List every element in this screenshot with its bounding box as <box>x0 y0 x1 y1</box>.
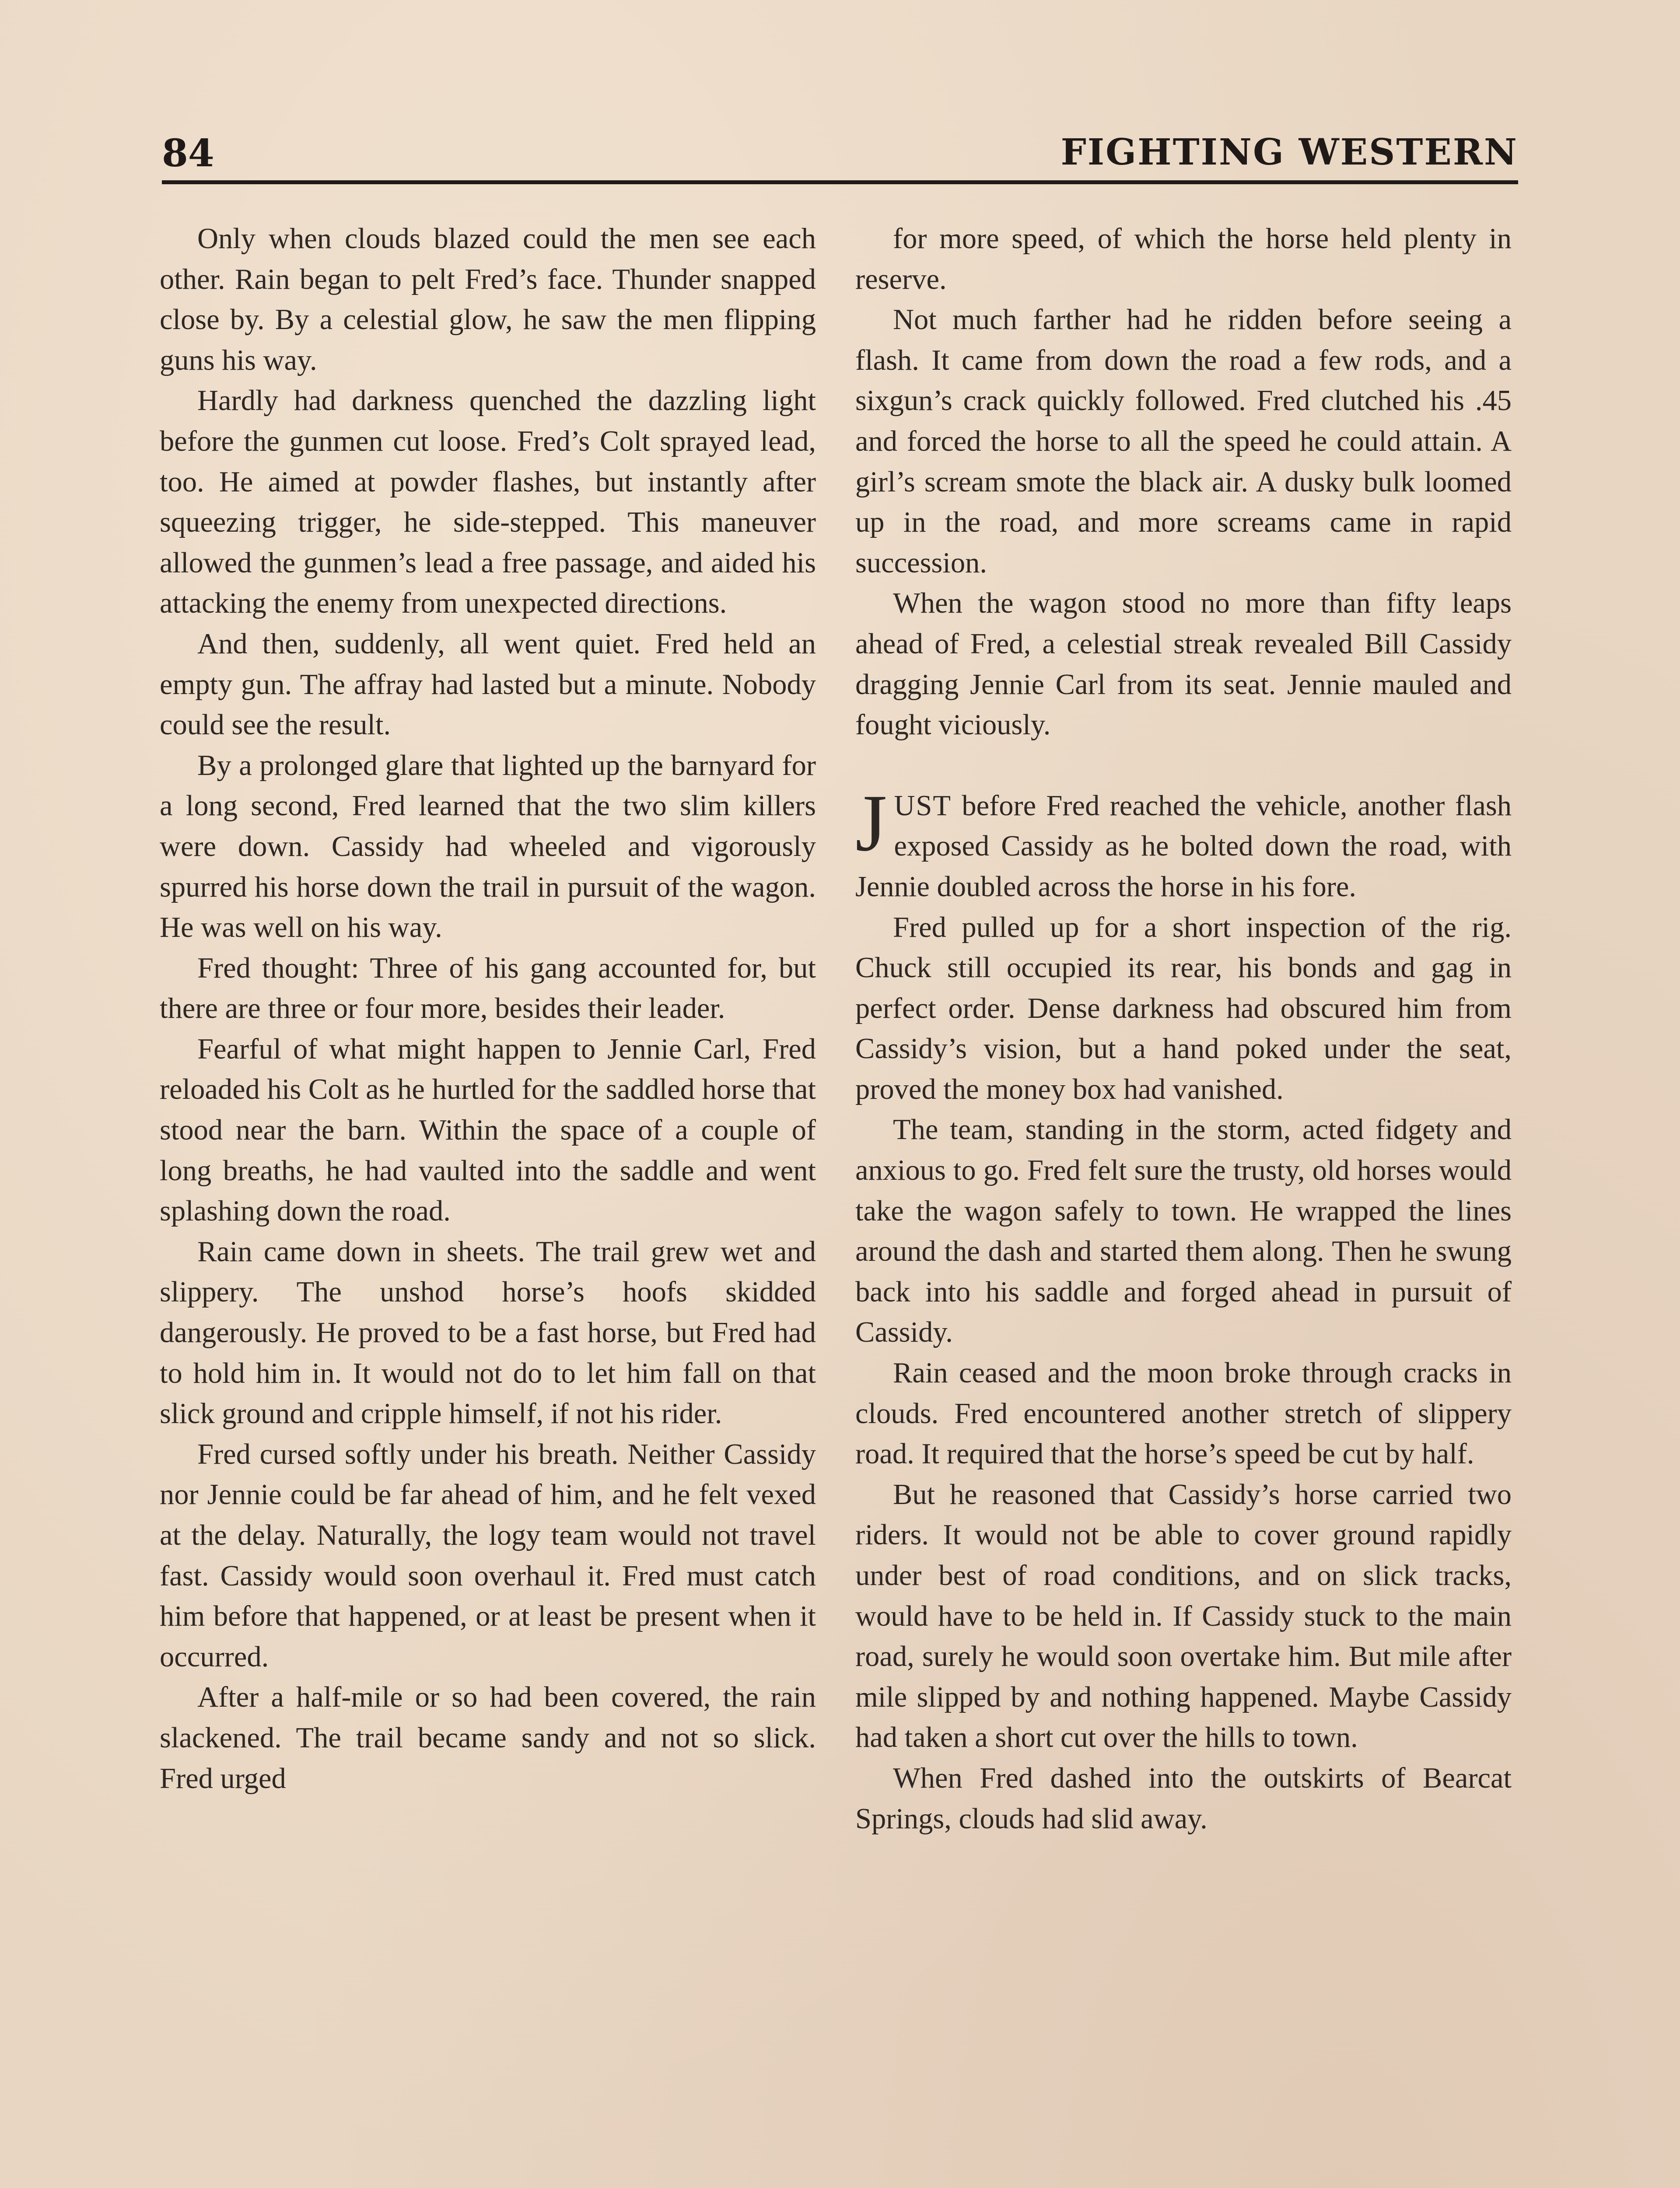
paragraph: Only when clouds blazed could the men see each other. Rain began to pelt Fred’s face. Thunder snapped close by. By a celestial glow, he saw the men flipping guns his way. <box>160 223 816 376</box>
drop-cap-caps: UST <box>894 789 952 822</box>
paragraph: But he reasoned that Cassidy’s horse carried two riders. It would not be able to cover ground rapidly under best of road conditions, and on slick tracks, would have to be held in. If Cassidy stuck to the main road, surely he would soon overtake him. But mile after mile slipped by and nothing happened. Maybe Cassidy had taken a short cut over the hills to town. <box>855 1478 1512 1754</box>
paragraph: Fred cursed softly under his breath. Neither Cassidy nor Jennie could be far ahead of him, and he felt vexed at the delay. Naturally, the logy team would not travel fast. Cassidy would soon overhaul it. Fred must catch him before that happened, or at least be present when it occurred. <box>160 1438 816 1673</box>
paragraph: And then, suddenly, all went quiet. Fred held an empty gun. The affray had lasted but a minute. Nobody could see the result. <box>160 628 816 741</box>
paragraph: Rain came down in sheets. The trail grew wet and slippery. The unshod horse’s hoofs skidded dangerously. He proved to be a fast horse, but Fred had to hold him in. It would not do to let him fall on that slick ground and cripple himself, if not his rider. <box>160 1235 816 1430</box>
paragraph: Hardly had darkness quenched the dazzling light before the gunmen cut loose. Fred’s Colt sprayed lead, too. He aimed at powder flashes, but instantly after squeezing trigger, he side-stepped. This maneuver allowed the gunmen’s lead a free passage, and aided his attacking the enemy from unexpected directions. <box>160 385 816 620</box>
paragraph: Rain ceased and the moon broke through cracks in clouds. Fred encountered another stretch of slippery road. It required that the horse’s speed be cut by half. <box>855 1357 1512 1470</box>
paragraph: When the wagon stood no more than fifty leaps ahead of Fred, a celestial streak revealed Bill Cassidy dragging Jennie Carl from its seat. Jennie mauled and fought viciously. <box>855 587 1512 741</box>
paragraph: After a half-mile or so had been covered, the rain slackened. The trail became sandy and not so slick. Fred urged <box>160 1681 816 1795</box>
header-divider <box>162 180 1518 184</box>
paragraph: By a prolonged glare that lighted up the barnyard for a long second, Fred learned that the two slim killers were down. Cassidy had wheeled and vigorously spurred his horse down the trail in pursuit of the wagon. He was well on his way. <box>160 749 816 944</box>
paragraph: Not much farther had he ridden before seeing a flash. It came from down the road a few rods, and a sixgun’s crack quickly followed. Fred clutched his .45 and forced the horse to all the speed he could attain. A girl’s scream smote the black air. A dusky bulk loomed up in the road, and more screams came in rapid succession. <box>855 304 1512 579</box>
left-column <box>160 219 816 1799</box>
paragraph: The team, standing in the storm, acted fidgety and anxious to go. Fred felt sure the trusty, old horses would take the wagon safely to town. He wrapped the lines around the dash and started them along. Then he swung back into his saddle and forged ahead in pursuit of Cassidy. <box>855 1114 1512 1349</box>
paragraph: Fred thought: Three of his gang accounted for, but there are three or four more, besides their leader. <box>160 952 816 1025</box>
drop-cap-letter: J <box>855 778 887 868</box>
running-header <box>162 127 1518 179</box>
paragraph: for more speed, of which the horse held plenty in reserve. <box>855 223 1512 295</box>
paragraph: Fred pulled up for a short inspection of the rig. Chuck still occupied its rear, his bonds and gag in perfect order. Dense darkness had obscured him from Cassidy’s vision, but a hand poked under the seat, proved the money box had vanished. <box>855 911 1512 1105</box>
right-column <box>855 219 1512 1839</box>
paragraph: Fearful of what might happen to Jennie Carl, Fred reloaded his Colt as he hurtled for the saddled horse that stood near the barn. Within the space of a couple of long breaths, he had vaulted into the saddle and went splashing down the road. <box>160 1033 816 1227</box>
drop-cap-paragraph <box>855 778 1512 908</box>
paragraph: When Fred dashed into the outskirts of Bearcat Springs, clouds had slid away. <box>855 1762 1512 1835</box>
drop-cap-text: before Fred reached the vehicle, another flash exposed Cassidy as he bolted down the road, with Jennie doubled across the horse in his fore. <box>855 789 1512 903</box>
page-number: 84 <box>162 131 214 175</box>
magazine-title: FIGHTING WESTERN <box>1060 131 1518 173</box>
